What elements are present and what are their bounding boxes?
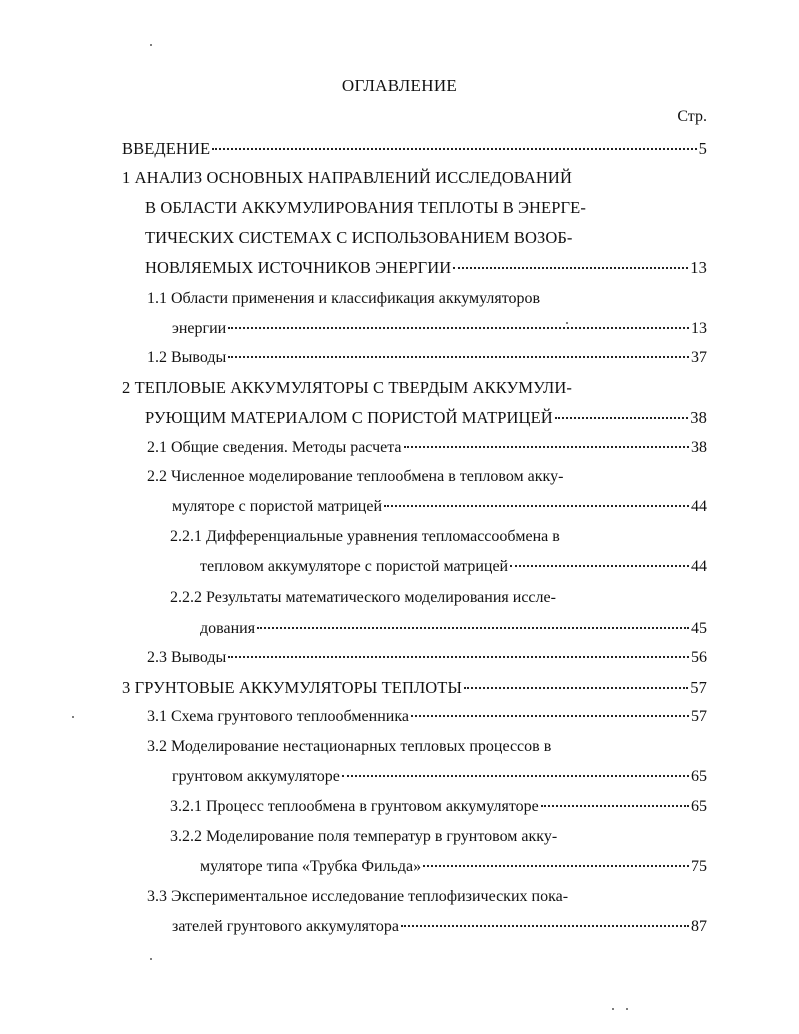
- toc-entry: [145, 257, 707, 279]
- toc-entry: [122, 138, 707, 160]
- scan-speck: [612, 1008, 614, 1010]
- dot-leader: [555, 416, 689, 419]
- dot-leader: [404, 445, 689, 448]
- dot-leader: [510, 564, 689, 567]
- toc-entry-text: 3.2 Моделирование нестационарных тепловых процессов в: [147, 738, 552, 755]
- dot-leader: [342, 774, 689, 777]
- dot-leader: [541, 804, 689, 807]
- scan-speck: [150, 44, 152, 46]
- toc-entry: [122, 677, 707, 699]
- toc-entry: [200, 856, 707, 878]
- toc-entry-text: 3.2.1 Процесс теплообмена в грунтовом аккумуляторе: [170, 798, 539, 815]
- toc-entry-text: 1.1 Области применения и классификация аккумуляторов: [147, 290, 541, 307]
- scan-speck: [566, 322, 568, 324]
- toc-page-number: 56: [691, 649, 707, 666]
- toc-entry: [122, 167, 572, 189]
- toc-entry: [147, 647, 707, 669]
- toc-entry-text: 1.2 Выводы: [147, 349, 227, 366]
- toc-entry: [147, 437, 707, 459]
- scan-speck: [150, 958, 152, 960]
- dot-leader: [411, 714, 689, 717]
- toc-entry-text: дования: [200, 620, 256, 637]
- toc-entry-text: 2.2.1 Дифференциальные уравнения тепломассообмена в: [170, 528, 560, 545]
- toc-entry-text: тепловом аккумуляторе с пористой матрицей: [200, 558, 509, 575]
- dot-leader: [228, 655, 689, 658]
- dot-leader: [257, 626, 689, 629]
- dot-leader: [464, 686, 688, 689]
- dot-leader: [228, 355, 689, 358]
- toc-entry-text: 1 АНАЛИЗ ОСНОВНЫХ НАПРАВЛЕНИЙ ИССЛЕДОВАНИЙ: [122, 168, 572, 187]
- toc-page-number: 65: [691, 798, 707, 815]
- dot-leader: [228, 326, 689, 329]
- toc-entry-text: РУЮЩИМ МАТЕРИАЛОМ С ПОРИСТОЙ МАТРИЦЕЙ: [145, 408, 553, 427]
- toc-entry: [170, 526, 560, 548]
- toc-page-number: 5: [698, 139, 707, 158]
- dot-leader: [423, 864, 689, 867]
- toc-entry: [200, 618, 707, 640]
- toc-entry: [147, 736, 551, 758]
- toc-entry: [147, 706, 707, 728]
- toc-entry-text: 3.1 Схема грунтового теплообменника: [147, 708, 409, 725]
- toc-page-number: 37: [691, 349, 707, 366]
- toc-page-number: 38: [691, 439, 707, 456]
- toc-entry-text: муляторе типа «Трубка Фильда»: [200, 858, 422, 875]
- toc-page-number: 45: [691, 620, 707, 637]
- toc-entry-text: 2.1 Общие сведения. Методы расчета: [147, 439, 402, 456]
- toc-entry-text: 2.2.2 Результаты математического моделирования иссле-: [170, 589, 556, 606]
- toc-page-number: 13: [691, 320, 707, 337]
- toc-entry: [170, 587, 556, 609]
- toc-entry-text: энергии: [172, 320, 227, 337]
- page-column-header: Стр.: [677, 108, 707, 125]
- toc-entry: [147, 886, 568, 908]
- toc-entry-text: зателей грунтового аккумулятора: [172, 918, 399, 935]
- toc-entry-text: 3.2.2 Моделирование поля температур в грунтовом акку-: [170, 828, 558, 845]
- toc-page-number: 38: [690, 408, 707, 427]
- toc-page-number: 57: [691, 708, 707, 725]
- toc-entry: [145, 407, 707, 429]
- toc-entry: [172, 496, 707, 518]
- dot-leader: [453, 266, 688, 269]
- toc-entry: [145, 227, 573, 249]
- toc-entry: [172, 916, 707, 938]
- toc-entry: [172, 318, 707, 340]
- toc-entry: [172, 766, 707, 788]
- toc-entry-text: 3.3 Экспериментальное исследование теплофизических пока-: [147, 888, 569, 905]
- toc-entry: [170, 796, 707, 818]
- toc-entry: [200, 556, 707, 578]
- toc-entry-text: 2 ТЕПЛОВЫЕ АККУМУЛЯТОРЫ С ТВЕРДЫМ АККУМУЛИ-: [122, 378, 572, 397]
- toc-entry-text: 2.2 Численное моделирование теплообмена в тепловом акку-: [147, 468, 564, 485]
- toc-page-number: 44: [691, 558, 707, 575]
- toc-page-number: 87: [691, 918, 707, 935]
- toc-entry-text: ВВЕДЕНИЕ: [122, 139, 211, 158]
- toc-entry-text: 2.3 Выводы: [147, 649, 227, 666]
- dot-leader: [212, 147, 697, 150]
- toc-title: ОГЛАВЛЕНИЕ: [341, 76, 458, 95]
- scan-speck: [626, 1008, 628, 1010]
- toc-page-number: 57: [690, 678, 707, 697]
- toc-entry-text: ТИЧЕСКИХ СИСТЕМАХ С ИСПОЛЬЗОВАНИЕМ ВОЗОБ-: [145, 228, 573, 247]
- toc-entry: [170, 826, 557, 848]
- toc-entry-text: 3 ГРУНТОВЫЕ АККУМУЛЯТОРЫ ТЕПЛОТЫ: [122, 678, 462, 697]
- toc-page-number: 13: [690, 258, 707, 277]
- toc-entry: [145, 197, 586, 219]
- toc-entry: [147, 288, 540, 310]
- toc-page-number: 65: [691, 768, 707, 785]
- dot-leader: [384, 504, 689, 507]
- toc-entry: [147, 466, 563, 488]
- toc-page-number: 75: [691, 858, 707, 875]
- toc-entry-text: муляторе с пористой матрицей: [172, 498, 382, 515]
- scan-speck: [72, 716, 74, 718]
- toc-entry-text: грунтовом аккумуляторе: [172, 768, 340, 785]
- toc-entry-text: В ОБЛАСТИ АККУМУЛИРОВАНИЯ ТЕПЛОТЫ В ЭНЕРГЕ-: [145, 198, 586, 217]
- toc-entry: [147, 347, 707, 369]
- toc-entry-text: НОВЛЯЕМЫХ ИСТОЧНИКОВ ЭНЕРГИИ: [145, 258, 452, 277]
- toc-page-number: 44: [691, 498, 707, 515]
- dot-leader: [401, 924, 689, 927]
- toc-entry: [122, 377, 572, 399]
